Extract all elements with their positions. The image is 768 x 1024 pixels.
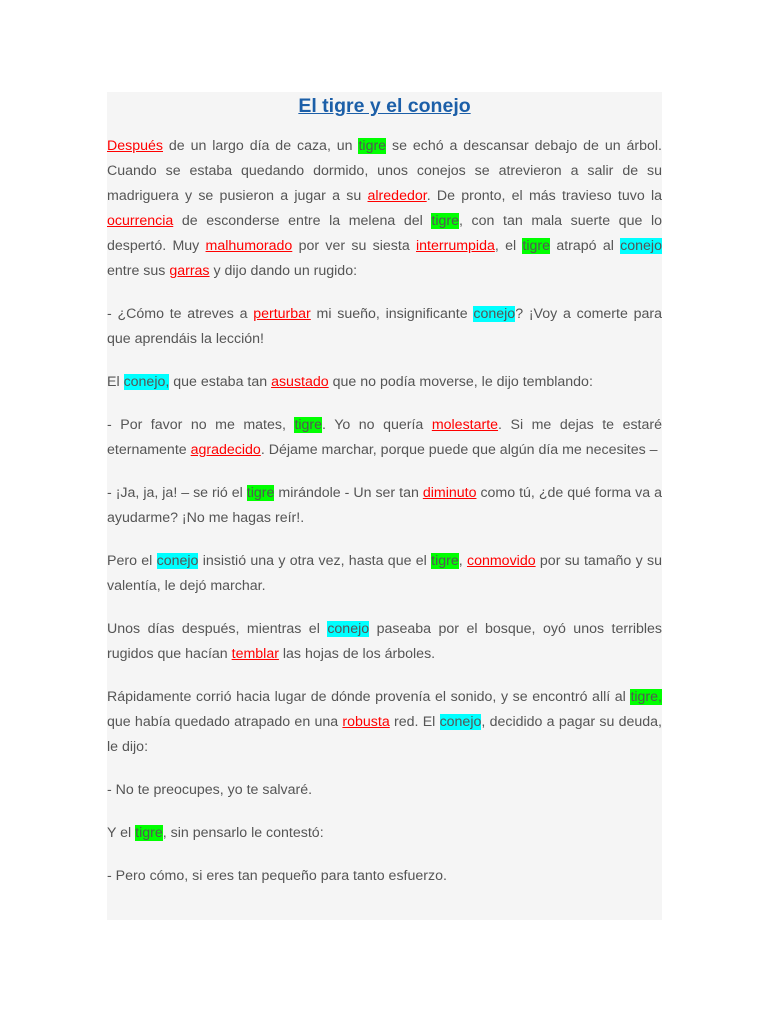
text-run: - ¡Ja, ja, ja! – se rió el <box>107 485 247 501</box>
text-run: de esconderse entre la melena del <box>173 213 432 229</box>
tigre-highlight: tigre <box>431 213 459 229</box>
vocab-word: asustado <box>271 374 329 390</box>
text-run: las hojas de los árboles. <box>278 646 436 662</box>
text-run: por su tamaño y su valentía, le dejó marchar. <box>107 553 662 594</box>
tigre-highlight: tigre, <box>630 689 662 705</box>
text-run: - No te preocupes, yo te salvaré. <box>107 782 313 798</box>
vocab-word: diminuto <box>422 485 477 501</box>
text-run: - ¿Cómo te atreves a <box>107 306 254 322</box>
vocab-word: ocurrencia <box>107 213 174 229</box>
paragraph <box>107 685 662 760</box>
conejo-highlight: conejo, <box>123 374 170 390</box>
text-run: Rápidamente corrió hacia lugar de dónde provenía el sonido, y se encontró allí al <box>107 689 631 705</box>
text-run: ? ¡Voy a comerte para que aprendáis la lección! <box>107 306 662 347</box>
text-run: por ver su siesta <box>292 238 416 254</box>
text-run: que no podía moverse, le dijo temblando: <box>328 374 593 390</box>
text-run: Unos días después, mientras el <box>107 621 328 637</box>
text-run: . Yo no quería <box>322 417 432 433</box>
conejo-highlight: conejo <box>327 621 370 637</box>
vocab-word: robusta <box>342 714 390 730</box>
page-title: El tigre y el conejo <box>298 95 471 117</box>
text-run: y dijo dando un rugido: <box>209 263 358 279</box>
paragraph <box>107 370 662 395</box>
text-run: - Por favor no me mates, <box>107 417 295 433</box>
text-run: Pero el <box>107 553 157 569</box>
text-run: mi sueño, insignificante <box>310 306 474 322</box>
text-run: red. El <box>389 714 440 730</box>
tigre-highlight: tigre <box>246 485 275 501</box>
vocab-word: malhumorado <box>205 238 293 254</box>
vocab-word: alrededor <box>367 188 427 204</box>
text-run: que había quedado atrapado en una <box>107 714 343 730</box>
paragraph <box>107 302 662 352</box>
text-run: , <box>458 553 467 569</box>
paragraph <box>107 821 662 846</box>
text-run: Y el <box>107 825 136 841</box>
tigre-highlight: tigre <box>135 825 163 841</box>
text-run: como tú, ¿de qué forma va a ayudarme? ¡No me hagas reír!. <box>107 485 662 526</box>
vocab-word: garras <box>169 263 210 279</box>
tigre-highlight: tigre <box>431 553 459 569</box>
text-run: , el <box>494 238 523 254</box>
document-page <box>107 92 662 920</box>
text-run: entre sus <box>107 263 170 279</box>
vocab-word: perturbar <box>253 306 311 322</box>
vocab-word: conmovido <box>466 553 536 569</box>
text-run: mirándole - Un ser tan <box>274 485 423 501</box>
text-run: que estaba tan <box>169 374 272 390</box>
paragraph <box>107 134 662 284</box>
text-run: , con tan mala suerte que lo despertó. Muy <box>107 213 662 254</box>
vocab-word: Después <box>107 138 163 154</box>
text-run: . Déjame marchar, porque puede que algún día me necesites – <box>260 442 658 458</box>
vocab-word: molestarte <box>431 417 499 433</box>
tigre-highlight: tigre <box>358 138 387 154</box>
text-run: se echó a descansar debajo de un árbol. Cuando se estaba quedando dormido, unos conejos se atrevieron a salir de su madriguera y se pusieron a jugar a su <box>107 138 662 204</box>
text-run: . De pronto, el más travieso tuvo la <box>426 188 662 204</box>
tigre-highlight: tigre <box>294 417 323 433</box>
tigre-highlight: tigre <box>522 238 551 254</box>
conejo-highlight: conejo <box>439 714 482 730</box>
text-run: , sin pensarlo le contestó: <box>162 825 324 841</box>
paragraph <box>107 864 662 889</box>
paragraph <box>107 549 662 599</box>
text-run: de un largo día de caza, un <box>163 138 359 154</box>
text-run: - Pero cómo, si eres tan pequeño para tanto esfuerzo. <box>107 868 447 884</box>
paragraph <box>107 413 662 463</box>
paragraph <box>107 778 662 803</box>
text-run: . Si me dejas te estaré eternamente <box>107 417 662 458</box>
paragraph <box>107 481 662 531</box>
vocab-word: temblar <box>231 646 279 662</box>
conejo-highlight: conejo <box>156 553 199 569</box>
story-body <box>107 134 662 889</box>
conejo-highlight: conejo <box>473 306 516 322</box>
text-run: insistió una y otra vez, hasta que el <box>198 553 432 569</box>
text-run: paseaba por el bosque, oyó unos terribles rugidos que hacían <box>107 621 662 662</box>
conejo-highlight: conejo <box>620 238 662 254</box>
text-run: El <box>107 374 124 390</box>
vocab-word: interrumpida <box>416 238 495 254</box>
paragraph <box>107 617 662 667</box>
vocab-word: agradecido <box>190 442 261 458</box>
text-run: , decidido a pagar su deuda, le dijo: <box>107 714 662 755</box>
text-run: atrapó al <box>550 238 621 254</box>
